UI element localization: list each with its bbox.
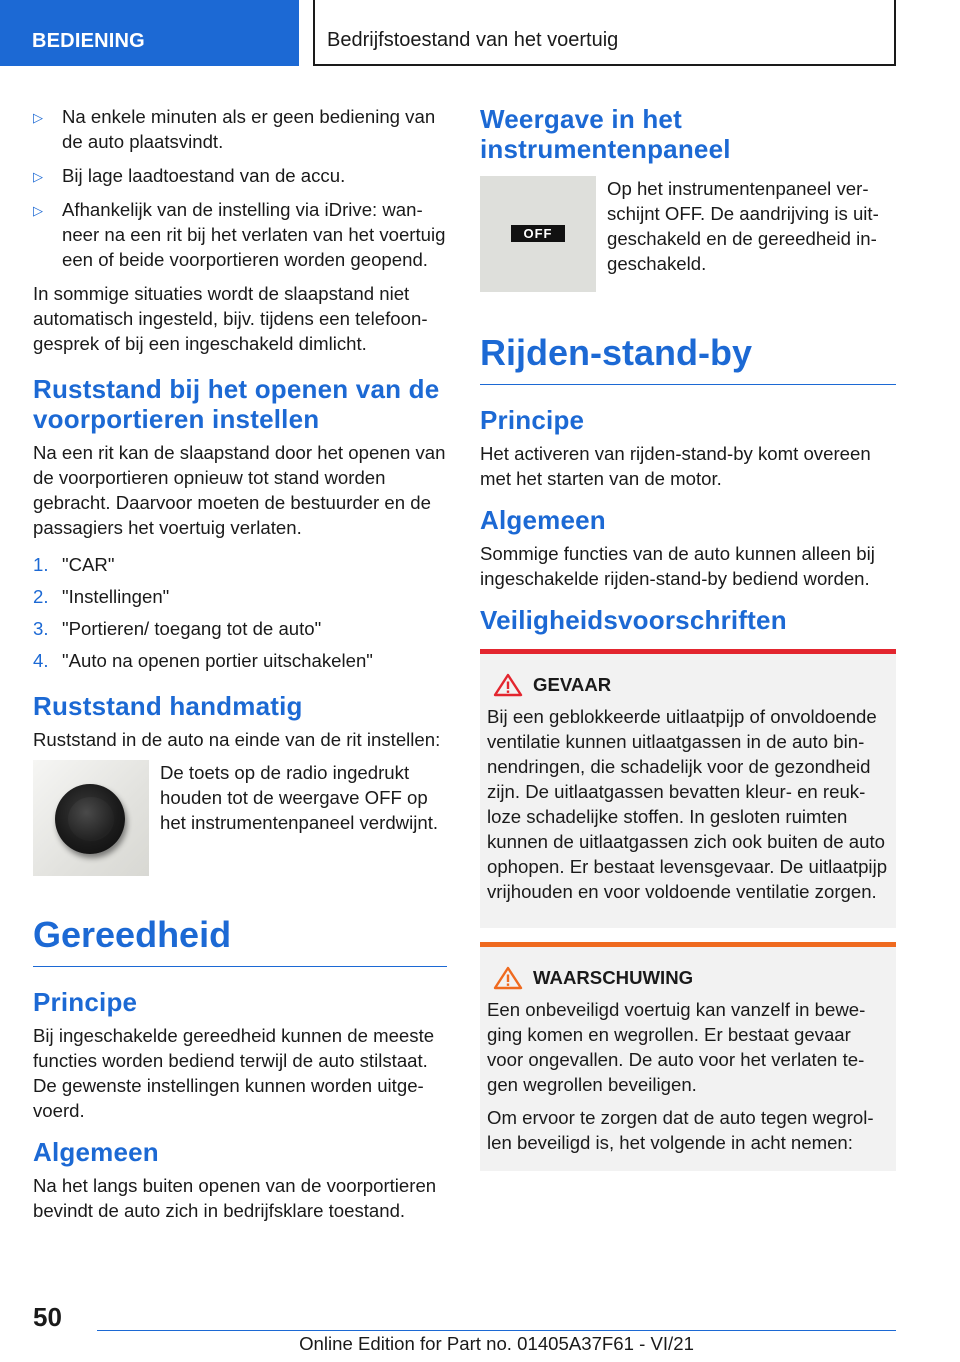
danger-text: Bij een geblokkeerde uitlaatpijp of onvoldoende ventilatie kunnen uitlaatgassen in de auto binnendringen, die schadelijk voor de gezondheid zijn. De uitlaatgassen bevatten kleur- en reukloze schadelijke stoffen. In gesloten ruimten kunnen de uitlaatgassen zich ook buiten de auto ophopen. Er bestaat levensgevaar. De uitlaatpijp vrijhouden en voor voldoende ventilatie zorgen. (487, 706, 888, 902)
rest-doors-paragraph: Na een rit kan de slaapstand door het openen van de voorportieren opnieuw tot stand worden gebracht. Daarvoor moeten de bestuurder en de passagiers het voertuig verlaten. (33, 442, 446, 538)
knob-illustration-row (33, 760, 447, 876)
bullet-triangle-icon: ▷ (33, 169, 43, 184)
list-item: 1. "CAR" (33, 554, 115, 575)
display-description: Op het instrumentenpaneel verschijnt OFF. De aandrijving is uitgeschakeld en de gereedheid ingeschakeld. (607, 178, 879, 274)
list-item: ▷ Na enkele minuten als er geen bediening van de auto plaatsvindt. (33, 106, 436, 152)
section-tab: BEDIENING (0, 0, 299, 66)
principle-paragraph-left: Bij ingeschakelde gereedheid kunnen de meeste functies worden bediend terwijl de auto stilstaat. De gewenste instellingen kunnen worden uitgevoerd. (33, 1025, 435, 1121)
page-number: 50 (33, 1302, 62, 1332)
list-item: 2. "Instellingen" (33, 586, 170, 607)
sleep-paragraph: In sommige situaties wordt de slaapstand niet automatisch ingesteld, bijv. tijdens een telefoongesprek of bij een ingeschakeld dimlicht. (33, 283, 428, 354)
heading-display: Weergave in het instrumentenpaneel (480, 104, 731, 164)
heading-drive-standby: Rijden-stand-by (480, 332, 896, 385)
condition-list (33, 104, 447, 272)
heading-rest-doors: Ruststand bij het openen van de voorportieren instellen (33, 374, 440, 434)
list-item: 4. "Auto na openen portier uitschakelen" (33, 650, 373, 671)
warning-box (480, 942, 896, 1171)
heading-general-right: Algemeen (480, 505, 606, 535)
rest-manual-paragraph: Ruststand in de auto na einde van de rit instellen: (33, 729, 441, 750)
danger-label: GEVAAR (533, 674, 612, 695)
page-header-title: Bedrijfstoestand van het voertuig (313, 0, 896, 66)
bullet-triangle-icon: ▷ (33, 203, 43, 218)
footer-edition: Online Edition for Part no. 01405A37F61 - VI/21 (299, 1333, 694, 1354)
list-item: 3. "Portieren/ toegang tot de auto" (33, 618, 322, 639)
settings-steps (33, 552, 447, 673)
warning-text-1: Een onbeveiligd voertuig kan vanzelf in beweging komen en wegrollen. Er bestaat gevaar voor ongevallen. De auto voor het verlaten tegen wegrollen beveiligen. (487, 999, 866, 1095)
heading-safety: Veiligheidsvoorschriften (480, 605, 787, 635)
warning-triangle-icon (493, 966, 523, 990)
warning-triangle-icon (493, 673, 523, 697)
bullet-triangle-icon: ▷ (33, 110, 43, 125)
off-indicator: OFF (511, 225, 565, 242)
heading-rest-manual: Ruststand handmatig (33, 691, 303, 721)
list-item: ▷ Bij lage laadtoestand van de accu. (33, 163, 447, 188)
knob-instruction: De toets op de radio ingedrukt houden tot de weergave OFF op het instrumentenpaneel verdwijnt. (160, 762, 439, 833)
warning-header (487, 965, 888, 990)
heading-readiness: Gereedheid (33, 914, 447, 967)
warning-label: WAARSCHUWING (533, 967, 694, 988)
warning-text-2: Om ervoor te zorgen dat de auto tegen wegrollen beveiligd is, het volgende in acht nemen: (487, 1107, 874, 1153)
footer-divider (97, 1330, 896, 1331)
list-item: ▷ Afhankelijk van de instelling via iDrive: wanneer na een rit bij het verlaten van het voertuig een of beide voorportieren worden geopend. (33, 199, 446, 270)
radio-knob-image (33, 760, 149, 876)
principle-paragraph-right: Het activeren van rijden-stand-by komt overeen met het starten van de motor. (480, 443, 871, 489)
heading-principle-left: Principe (33, 987, 138, 1017)
right-column (480, 104, 896, 1171)
display-illustration-row (480, 176, 896, 292)
heading-principle-right: Principe (480, 405, 585, 435)
heading-general-left: Algemeen (33, 1137, 159, 1167)
danger-box (480, 649, 896, 928)
instrument-panel-image (480, 176, 596, 292)
general-paragraph-left: Na het langs buiten openen van de voorportieren bevindt de auto zich in bedrijfsklare toestand. (33, 1175, 437, 1221)
general-paragraph-right: Sommige functies van de auto kunnen alleen bij ingeschakelde rijden-stand-by bediend worden. (480, 543, 875, 589)
danger-header (487, 672, 888, 697)
left-column (33, 104, 447, 1231)
